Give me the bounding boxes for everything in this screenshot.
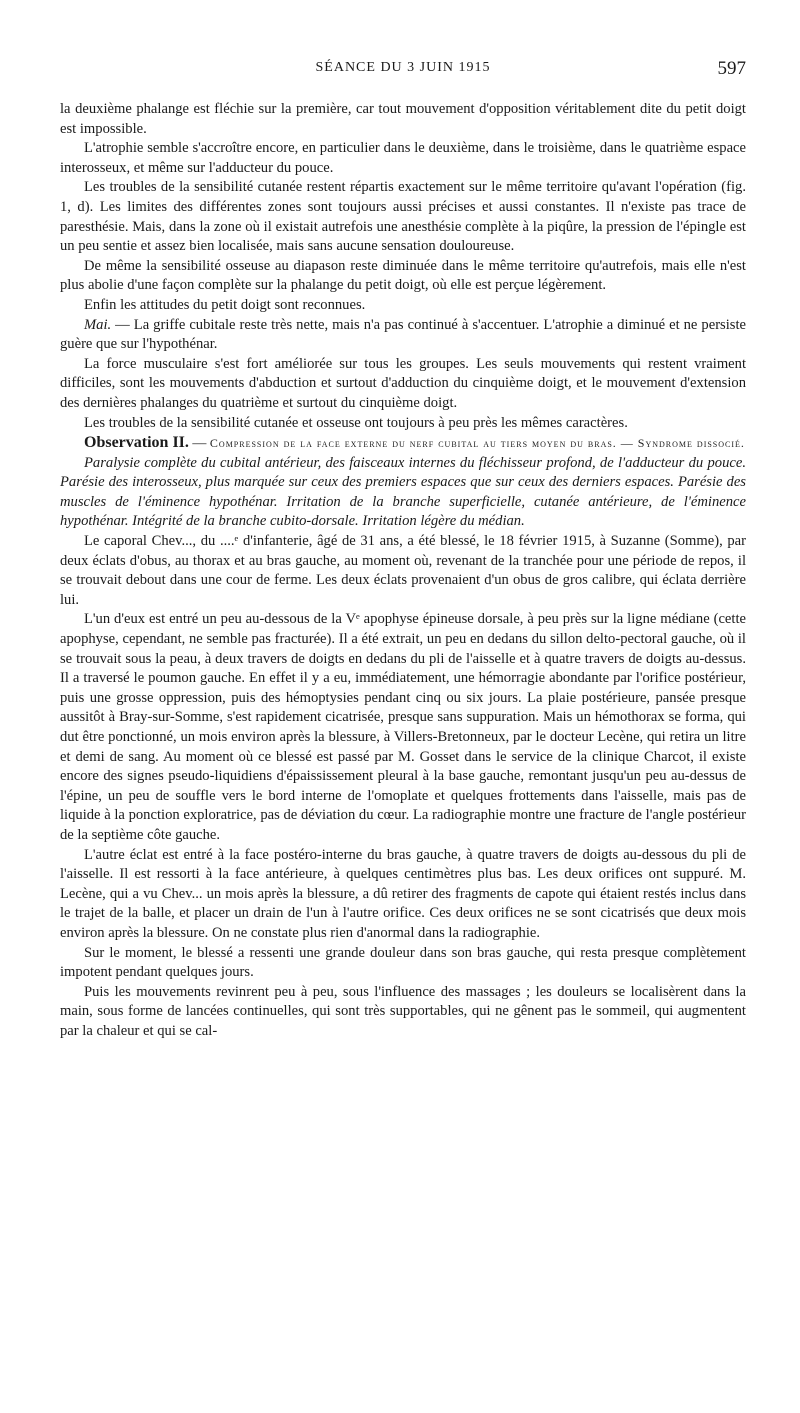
running-title: SÉANCE DU 3 JUIN 1915 — [315, 60, 491, 75]
running-head — [60, 56, 746, 82]
paragraph: la deuxième phalange est fléchie sur la première, car tout mouvement d'opposition véritablement dite du petit doigt est impossible. — [60, 101, 746, 137]
observation-dash: — — [188, 436, 210, 452]
paragraph: Les troubles de la sensibilité cutanée restent répartis exactement sur le même territoire qu'avant l'opération (fig. 1, d). Les limites des différentes zones sont toujours aussi précises et aussi constantes. Il n'existe pas trace de paresthésie. Mais, dans la zone où il existait autrefois une anesthésie complète à la piqûre, la pression de l'épingle est un peu sentie et assez bien localisée, mais sans aucune sensation douloureuse. — [60, 179, 746, 255]
paragraph: Les troubles de la sensibilité cutanée et osseuse ont toujours à peu près les mêmes caractères. — [84, 414, 628, 431]
paragraph: Puis les mouvements revinrent peu à peu, sous l'influence des massages ; les douleurs se localisèrent dans la main, sous forme de lancées continuelles, qui sont très supportables, qui ne gênent pas le sommeil, qui augmentent par la chaleur et qui se cal- — [60, 983, 746, 1039]
paragraph: L'un d'eux est entré un peu au-dessous de la Vᵉ apophyse épineuse dorsale, à peu près sur la ligne médiane (cette apophyse, cependant, ne semble pas fracturée). Il a été extrait, un peu en dedans du sillon delto-pectoral gauche, où il se trouvait sous la peau, à deux travers de doigts en dedans du pli de l'aisselle et à quatre travers de doigts au-dessus. Il a traversé le poumon gauche. En effet il y a eu, immédiatement, une hémorragie abondante par l'orifice postérieur, puis une grosse oppression, puis des hémoptysies pendant cinq ou six jours. La plaie postérieure, pansée presque aussitôt à Bray-sur-Somme, s'est rapidement cicatrisée, presque sans suppuration. Mais un hémothorax se forma, qui dut être ponctionné, un mois environ après la blessure, à Villers-Bretonneux, par le docteur Lecène, qui retira un litre et demi de sang. Au moment où ce blessé est passé par M. Gosset dans le service de la clinique Charcot, il existe encore des signes pseudo-liquidiens d'épaississement pleural à la base gauche, remontant jusqu'un peu au-dessus de l'épine, un peu de souffle vers le bord interne de l'omoplate et quelques frottements dans l'aisselle, mais pas de liquide à la ponction exploratrice, pas de déviation du cœur. La radiographie montre une fracture de l'angle postérieur de la septième côte gauche. — [60, 611, 746, 843]
observation-heading — [60, 433, 746, 454]
mai-label: Mai. — [84, 316, 112, 333]
page-number: 597 — [717, 58, 746, 79]
paragraph: La force musculaire s'est fort améliorée sur tous les groupes. Les seuls mouvements qui restent vraiment difficiles, sont les mouvements d'abduction et surtout d'adduction du cinquième doigt, et le mouvement d'extension des dernières phalanges du quatrième et surtout du cinquième doigt. — [60, 355, 746, 411]
paragraph: Le caporal Chev..., du ....ᵉ d'infanterie, âgé de 31 ans, a été blessé, le 18 février 1915, à Suzanne (Somme), par deux éclats d'obus, au thorax et au bras gauche, au moment où, revenant de la tranchée pour une période de repos, il se trouvait debout dans une cour de ferme. Les deux éclats provenaient d'un obus de gros calibre, qui éclata derrière lui. — [60, 533, 746, 608]
case-summary: Paralysie complète du cubital antérieur, des faisceaux internes du fléchisseur profond, de l'adducteur du pouce. Parésie des interosseux, plus marquée sur ceux des premiers espaces que sur ceux des derniers espaces. Parésie des muscles de l'éminence hypothénar. Irritation de la branche superficielle, cutanée antérieure, de l'éminence hypothénar. Intégrité de la branche cubito-dorsale. Irritation légère du médian. — [60, 454, 746, 530]
paragraph: Sur le moment, le blessé a ressenti une grande douleur dans son bras gauche, qui resta presque complètement impotent pendant quelques jours. — [60, 944, 746, 981]
observation-title: Compression de la face externe du nerf cubital au tiers moyen du bras. — Syndrome dissocié. — [209, 436, 745, 451]
paragraph: De même la sensibilité osseuse au diapason reste diminuée dans le même territoire qu'autrefois, mais elle n'est plus abolie d'une façon complète sur la phalange du petit doigt, où elle est perçue légèrement. — [60, 257, 746, 294]
paragraph: Enfin les attitudes du petit doigt sont reconnues. — [84, 296, 366, 313]
paragraph: L'autre éclat est entré à la face postéro-interne du bras gauche, à quatre travers de doigts au-dessous du pli de l'aisselle. Il est ressorti à la face antérieure, à quelques centimètres plus bas. Les deux orifices ont suppuré. M. Lecène, qui a vu Chev... un mois après la blessure, a dû retirer des fragments de capote qui étaient restés inclus dans le trajet de la balle, et placer un drain de l'un à l'autre orifice. Ces deux orifices ne se sont cicatrisés que deux mois environ après la blessure. On ne constate plus rien d'anormal dans la radiographie. — [60, 846, 746, 941]
paragraph: L'atrophie semble s'accroître encore, en particulier dans le deuxième, dans le troisième, dans le quatrième espace interosseux, et même sur l'adducteur du pouce. — [60, 140, 746, 176]
observation-label: Observation II. — [84, 434, 189, 452]
mai-text: — La griffe cubitale reste très nette, mais n'a pas continué à s'accentuer. L'atrophie a diminué et ne persiste guère que sur l'hypothénar. — [60, 316, 746, 353]
paragraph-mai — [60, 316, 746, 355]
body-text — [60, 100, 746, 1042]
